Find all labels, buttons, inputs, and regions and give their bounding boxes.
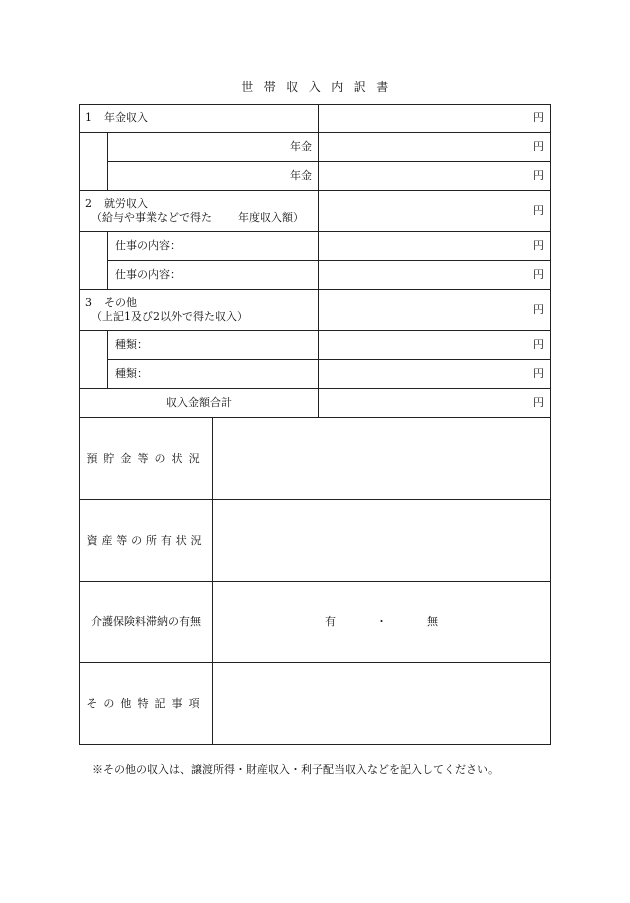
section2-sub-after: 年度収入額） bbox=[238, 211, 304, 224]
savings-status-label: 預貯金等の状況 bbox=[86, 451, 206, 465]
assets-status-field[interactable] bbox=[213, 500, 550, 581]
savings-status-field[interactable] bbox=[213, 418, 550, 499]
yen-unit: 円 bbox=[533, 303, 544, 316]
option-separator: ・ bbox=[376, 615, 387, 628]
other-remarks-label: その他特記事項 bbox=[86, 696, 206, 710]
section3-header bbox=[85, 290, 317, 330]
title-char: 内 bbox=[331, 80, 344, 94]
section3-number: 3 bbox=[85, 296, 92, 309]
pension-amount-field[interactable] bbox=[319, 133, 550, 161]
section2-number: 2 bbox=[85, 197, 92, 210]
type-label: 種類： bbox=[115, 367, 148, 380]
footnote: ※その他の収入は、譲渡所得・財産収入・利子配当収入などを記入してください。 bbox=[92, 763, 499, 776]
insurance-delinquency-field bbox=[213, 582, 550, 662]
job-amount-field[interactable] bbox=[319, 261, 550, 289]
pension-amount-field[interactable] bbox=[319, 162, 550, 190]
section3-amount-field[interactable] bbox=[319, 290, 550, 330]
section2-amount-field[interactable] bbox=[319, 191, 550, 231]
section1-header bbox=[85, 104, 315, 132]
section3-sub: （上記1及び2以外で得た収入） bbox=[91, 310, 248, 323]
pension-row-label: 年金 bbox=[290, 169, 312, 182]
yen-unit: 円 bbox=[533, 338, 544, 351]
insurance-delinquency-label: 介護保険料滞納の有無 bbox=[91, 615, 201, 628]
section1-label: 年金収入 bbox=[104, 111, 148, 124]
title-char: 収 bbox=[286, 80, 299, 94]
assets-status-label: 資産等の所有状況 bbox=[86, 533, 206, 547]
yen-unit: 円 bbox=[533, 169, 544, 182]
yen-unit: 円 bbox=[533, 111, 544, 124]
job-amount-field[interactable] bbox=[319, 232, 550, 260]
type-amount-field[interactable] bbox=[319, 360, 550, 388]
title-char: 書 bbox=[376, 80, 389, 94]
section1-number: 1 bbox=[85, 111, 92, 124]
title-char: 世 bbox=[241, 80, 254, 94]
job-content-label: 仕事の内容： bbox=[115, 239, 181, 252]
section2-sub-before: （給与や事業などで得た bbox=[91, 211, 212, 224]
yen-unit: 円 bbox=[533, 367, 544, 380]
type-amount-field[interactable] bbox=[319, 331, 550, 359]
yen-unit: 円 bbox=[533, 268, 544, 281]
yen-unit: 円 bbox=[533, 140, 544, 153]
job-content-label: 仕事の内容： bbox=[115, 268, 181, 281]
title-char: 入 bbox=[308, 80, 322, 94]
yen-unit: 円 bbox=[533, 239, 544, 252]
section2-label: 就労収入 bbox=[104, 197, 148, 210]
total-label: 収入金額合計 bbox=[166, 396, 232, 409]
pension-row-label: 年金 bbox=[290, 140, 312, 153]
title-char: 訳 bbox=[353, 80, 367, 94]
section3-label: その他 bbox=[104, 296, 137, 309]
other-remarks-field[interactable] bbox=[213, 663, 550, 744]
total-amount-field[interactable] bbox=[319, 389, 550, 417]
yen-unit: 円 bbox=[533, 204, 544, 217]
option-no[interactable]: 無 bbox=[427, 615, 438, 628]
title-char: 帯 bbox=[263, 80, 277, 94]
section2-header bbox=[85, 191, 317, 231]
option-yes[interactable]: 有 bbox=[325, 615, 336, 628]
section1-amount-field[interactable] bbox=[319, 104, 550, 132]
type-label: 種類： bbox=[115, 338, 148, 351]
yen-unit: 円 bbox=[533, 396, 544, 409]
income-form-table bbox=[79, 104, 551, 745]
document-title bbox=[0, 78, 630, 95]
